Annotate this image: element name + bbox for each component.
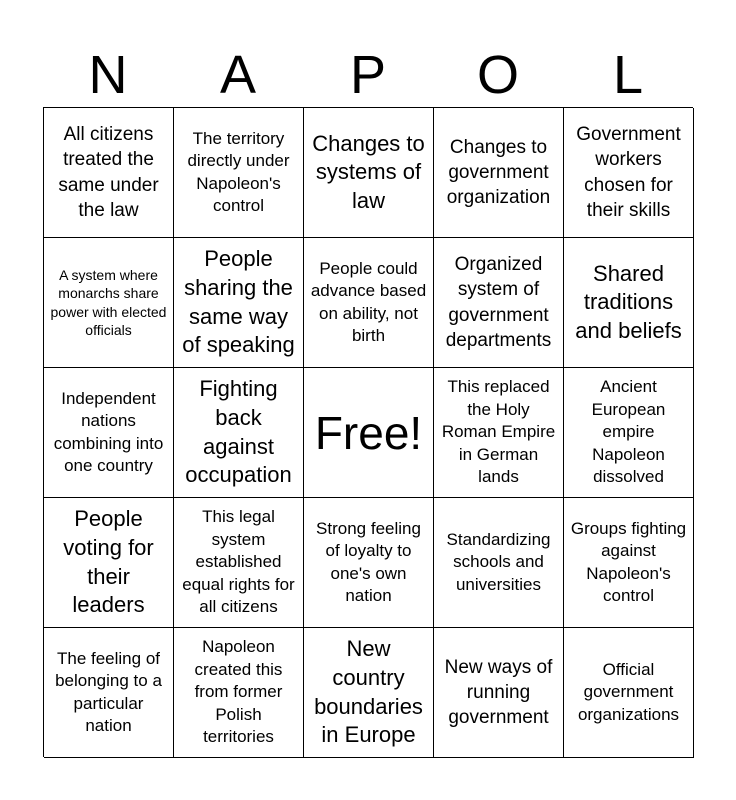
bingo-cell[interactable] <box>304 238 434 368</box>
bingo-cell-text: People voting for their leaders <box>63 506 154 618</box>
header-letter-o: O <box>476 45 519 105</box>
bingo-cell[interactable] <box>44 108 174 238</box>
bingo-cell[interactable] <box>434 368 564 498</box>
bingo-cell-text: Organized system of government departments <box>445 254 552 351</box>
bingo-cell[interactable] <box>304 108 434 238</box>
bingo-cell-text: New ways of running government <box>444 656 553 729</box>
bingo-board <box>43 107 693 757</box>
bingo-cell[interactable] <box>434 108 564 238</box>
bingo-cell[interactable] <box>174 368 304 498</box>
header-letter-n: N <box>88 45 128 105</box>
bingo-cell-text: The territory directly under Napoleon's control <box>187 128 290 215</box>
header-letter-l: L <box>612 45 644 105</box>
bingo-cell[interactable] <box>44 368 174 498</box>
bingo-cell[interactable] <box>434 498 564 628</box>
bingo-cell[interactable] <box>434 628 564 758</box>
bingo-cell[interactable] <box>174 238 304 368</box>
bingo-cell-text: Independent nations combining into one country <box>53 388 164 475</box>
bingo-cell[interactable] <box>174 498 304 628</box>
bingo-cell[interactable] <box>44 498 174 628</box>
bingo-cell-text: Strong feeling of loyalty to one's own nation <box>316 518 421 605</box>
bingo-cell-text: Shared traditions and beliefs <box>575 260 682 343</box>
bingo-cell[interactable] <box>304 498 434 628</box>
bingo-cell-text: New country boundaries in Europe <box>314 636 423 748</box>
bingo-cell-text: People sharing the same way of speaking <box>182 246 295 358</box>
bingo-cell-text: Official government organizations <box>577 659 680 724</box>
bingo-cell-text: The feeling of belonging to a particular nation <box>55 648 162 735</box>
header-letter-p: P <box>349 45 387 105</box>
bingo-cell-text: Groups fighting against Napoleon's control <box>570 518 687 605</box>
bingo-cell[interactable] <box>304 628 434 758</box>
bingo-cell-text: People could advance based on ability, not birth <box>310 258 427 345</box>
bingo-cell[interactable] <box>174 108 304 238</box>
bingo-cell[interactable] <box>564 498 694 628</box>
bingo-cell[interactable] <box>44 238 174 368</box>
bingo-cell-text: This legal system established equal rights for all citizens <box>182 507 295 617</box>
bingo-cell-text: Fighting back against occupation <box>185 376 292 488</box>
bingo-header <box>43 42 693 108</box>
bingo-cell-text: Napoleon created this from former Polish territories <box>194 637 283 747</box>
bingo-cell[interactable] <box>434 238 564 368</box>
free-space-cell[interactable] <box>304 368 434 498</box>
bingo-cell-text: All citizens treated the same under the law <box>58 124 159 221</box>
free-space-text: Free! <box>314 406 423 459</box>
bingo-cell-text: A system where monarchs share power with elected officials <box>50 266 167 338</box>
bingo-cell[interactable] <box>174 628 304 758</box>
bingo-cell[interactable] <box>564 108 694 238</box>
bingo-cell-text: Changes to government organization <box>446 136 551 209</box>
header-letter-a: A <box>219 45 257 105</box>
bingo-cell[interactable] <box>564 628 694 758</box>
bingo-cell-text: Changes to systems of law <box>312 130 425 213</box>
bingo-cell-text: Ancient European empire Napoleon dissolved <box>591 377 666 487</box>
bingo-cell[interactable] <box>564 238 694 368</box>
bingo-cell-text: Government workers chosen for their skills <box>576 124 681 221</box>
bingo-cell-text: Standardizing schools and universities <box>446 529 551 594</box>
bingo-cell-text: This replaced the Holy Roman Empire in German lands <box>441 377 556 487</box>
bingo-cell[interactable] <box>44 628 174 758</box>
bingo-cell[interactable] <box>564 368 694 498</box>
